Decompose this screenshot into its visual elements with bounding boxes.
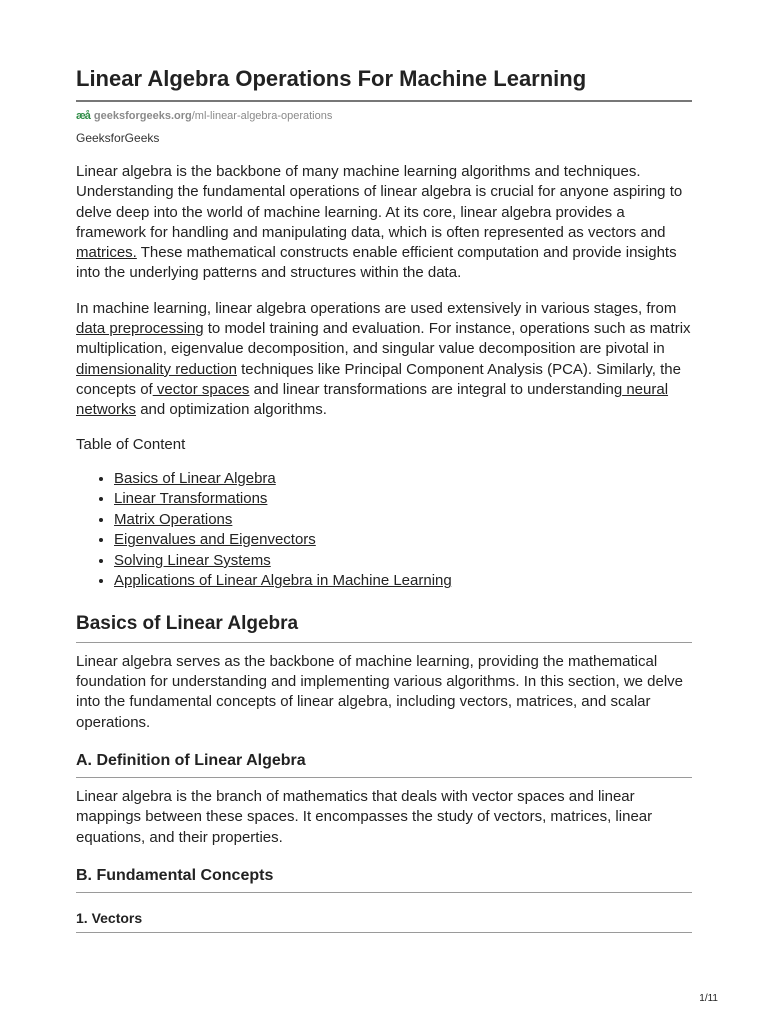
intro-paragraph-1: Linear algebra is the backbone of many machine learning algorithms and techniques. Understanding the fundamental operations of linear algebra is crucial for anyone aspiring to delve deep into the world of machine learning. At its core, linear algebra provides a framework for handling and manipulating data, which is often represented as vectors and matrices. These mathematical constructs enable efficient computation and provide insights into the underlying patterns and structures within the data. <box>76 163 683 282</box>
page-title: Linear Algebra Operations For Machine Learning <box>76 64 692 102</box>
source-domain: geeksforgeeks.org <box>93 110 192 122</box>
site-name: GeeksforGeeks <box>76 131 160 145</box>
source-path: /ml-linear-algebra-operations <box>191 110 333 122</box>
definition-paragraph: Linear algebra is the branch of mathematics that deals with vector spaces and linear mappings between these spaces. It encompasses the study of vectors, matrices, linear equations, and their properties. <box>76 788 653 846</box>
table-of-contents <box>76 469 692 592</box>
toc-link-linear-transformations[interactable]: Linear Transformations <box>114 490 268 508</box>
list-item <box>114 530 692 551</box>
list-item <box>114 551 692 572</box>
list-item <box>114 571 692 592</box>
subheading-vectors: 1. Vectors <box>76 909 692 933</box>
neural-networks-link[interactable]: neural networks <box>76 380 669 419</box>
toc-link-applications[interactable]: Applications of Linear Algebra in Machine Learning <box>114 572 452 590</box>
vector-spaces-link[interactable]: vector spaces <box>152 380 250 398</box>
toc-link-matrix-operations[interactable]: Matrix Operations <box>114 510 233 528</box>
source-line <box>76 109 692 123</box>
toc-link-basics[interactable]: Basics of Linear Algebra <box>114 469 276 487</box>
document-page <box>76 64 692 933</box>
subheading-fundamental-concepts: B. Fundamental Concepts <box>76 866 692 893</box>
matrices-link[interactable]: matrices. <box>76 244 137 262</box>
toc-link-eigenvalues[interactable]: Eigenvalues and Eigenvectors <box>114 531 316 549</box>
section-heading-basics: Basics of Linear Algebra <box>76 612 692 643</box>
toc-link-solving-systems[interactable]: Solving Linear Systems <box>114 551 271 569</box>
subheading-definition: A. Definition of Linear Algebra <box>76 751 692 778</box>
basics-paragraph: Linear algebra serves as the backbone of machine learning, providing the mathematical foundation for understanding and implementing various algorithms. In this section, we delve into the fundamental concepts of linear algebra, including vectors, matrices, and scalar operations. <box>76 652 684 731</box>
intro-paragraph-2: In machine learning, linear algebra operations are used extensively in various stages, from data preprocessing to model training and evaluation. For instance, operations such as matrix multiplication, eigenvalue decomposition, and singular value decomposition are pivotal in dimensionality reduction techniques like Principal Component Analysis (PCA). Similarly, the concepts of vector spaces and linear transformations are integral to understanding neural networks and optimization algorithms. <box>76 299 691 419</box>
source-url-link[interactable] <box>94 109 332 123</box>
data-preprocessing-link[interactable]: data preprocessing <box>76 320 204 338</box>
list-item <box>114 489 692 510</box>
gfg-logo-icon: æå <box>76 110 90 122</box>
toc-title: Table of Content <box>76 435 186 453</box>
list-item <box>114 469 692 490</box>
dimensionality-reduction-link[interactable]: dimensionality reduction <box>76 360 237 378</box>
list-item <box>114 510 692 531</box>
page-number: 1/11 <box>699 993 718 1004</box>
